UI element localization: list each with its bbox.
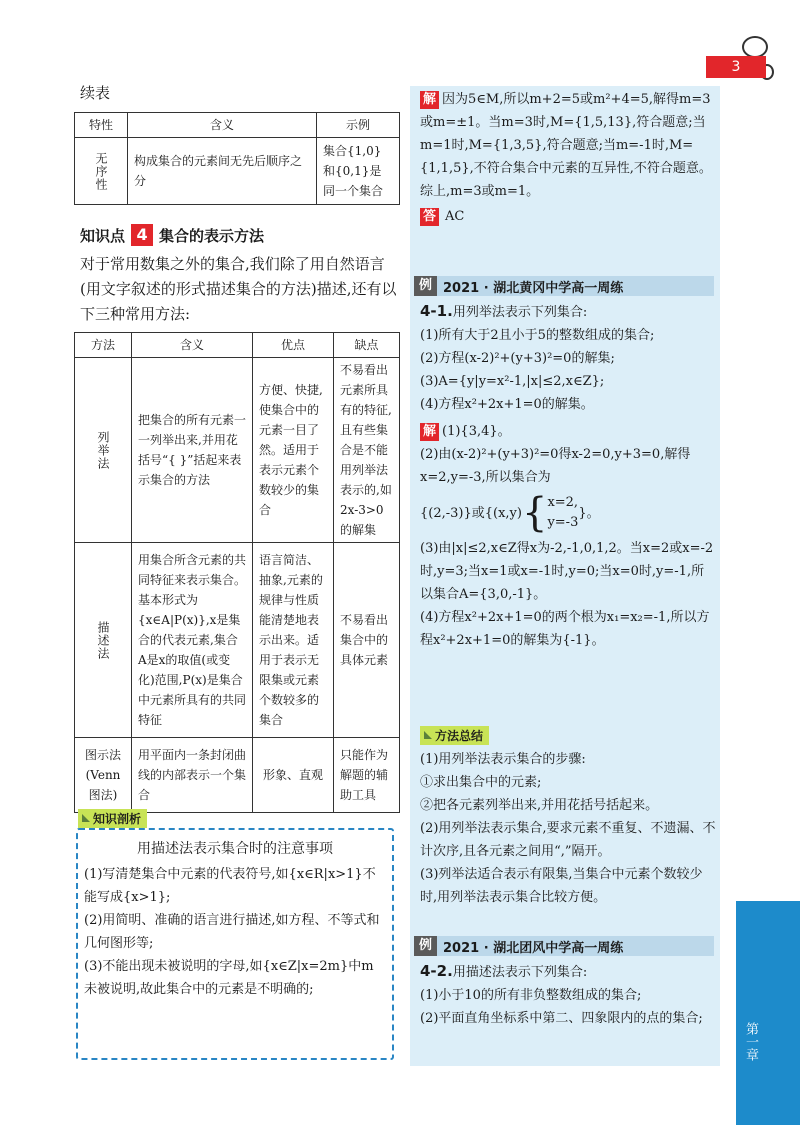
continued-label: 续表 (80, 84, 111, 102)
method-summary (420, 748, 716, 909)
table-header: 示例 (317, 113, 400, 138)
question-item: (2)方程(x-2)²+(y+3)²=0的解集; (420, 351, 615, 366)
example-tag: 例 (414, 936, 437, 956)
solution-line: (1){3,4}。 (442, 424, 511, 439)
page-number: 3 (706, 56, 766, 78)
example-tag: 例 (414, 276, 437, 296)
solution-set-line (420, 489, 716, 537)
answer-text: AC (445, 209, 465, 224)
feature-table (74, 112, 400, 205)
analysis-item: (1)写清楚集合中元素的代表符号,如{x∈R|x>1}不能写成{x>1}; (84, 867, 376, 905)
chapter-side-tab (736, 901, 800, 1125)
table-header: 缺点 (334, 333, 400, 358)
example-cell: 集合{1,0}和{0,1}是同一个集合 (317, 138, 400, 205)
con-cell: 不易看出元素所具有的特征,且有些集合是不能用列举法表示的,如2x-3>0的解集 (334, 358, 400, 543)
table-header: 优点 (253, 333, 334, 358)
question-item: (1)所有大于2且小于5的整数组成的集合; (420, 328, 655, 343)
solution-line: (3)由|x|≤2,x∈Z得x为-2,-1,0,1,2。当x=2或x=-2时,y=3;当x=1或x=-1时,y=0;当x=0时,y=-1,所以集合A={3,0,-1}。 (420, 541, 714, 602)
method-cell: 描述法 (96, 620, 110, 660)
question-prompt: 用描述法表示下列集合: (452, 965, 588, 980)
method-item: (2)用列举法表示集合,要求元素不重复、不遗漏、不计次序,且各元素之间用“,”隔开。 (420, 821, 716, 859)
feature-cell: 无序性 (94, 151, 108, 191)
question-item: (4)方程x²+2x+1=0的解集。 (420, 397, 594, 412)
con-cell: 不易看出集合中的具体元素 (334, 543, 400, 738)
meaning-cell: 构成集合的元素间无先后顺序之分 (128, 138, 317, 205)
question-number: 4-2. (420, 962, 453, 980)
methods-table (74, 332, 400, 813)
example-2-body (420, 960, 716, 1030)
analysis-box (76, 828, 394, 1060)
kp-title: 集合的表示方法 (159, 226, 265, 245)
solution-label: 解 (420, 91, 439, 109)
analysis-tag (78, 807, 147, 828)
kp-label: 知识点 (80, 226, 126, 245)
solution-label: 解 (420, 423, 439, 441)
kp-number: 4 (131, 224, 153, 246)
system-line: y=-3 (547, 515, 579, 530)
pro-cell: 方便、快捷,使集合中的元素一目了然。适用于表示元素个数较少的集合 (253, 358, 334, 543)
table-header: 方法 (75, 333, 132, 358)
brace-glyph: { (521, 490, 548, 536)
table-header: 含义 (128, 113, 317, 138)
table-header: 特性 (75, 113, 128, 138)
method-item: ②把各元素列举出来,并用花括号括起来。 (420, 798, 659, 813)
question-item: (3)A={y|y=x²-1,|x|≤2,x∈Z}; (420, 374, 605, 389)
solution-fragment: }。 (578, 505, 600, 521)
meaning-cell: 把集合的所有元素一一列举出来,并用花括号“{ }”括起来表示集合的方法 (132, 358, 253, 543)
system-line: x=2, (547, 495, 579, 510)
question-prompt: 用列举法表示下列集合: (452, 305, 588, 320)
con-cell: 只能作为解题的辅助工具 (334, 738, 400, 813)
analysis-item: (2)用简明、准确的语言进行描述,如方程、不等式和几何图形等; (84, 913, 380, 951)
method-cell: 列举法 (96, 430, 110, 470)
solution-top (420, 88, 716, 228)
table-header: 含义 (132, 333, 253, 358)
answer-label: 答 (420, 208, 439, 226)
example-bar-1 (414, 276, 714, 296)
example-source: 2021 · 湖北黄冈中学高一周练 (443, 280, 624, 296)
intro-paragraph: 对于常用数集之外的集合,我们除了用自然语言(用文字叙述的形式描述集合的方法)描述,还有以下三种常用方法: (80, 255, 397, 323)
method-item: (1)用列举法表示集合的步骤: (420, 752, 586, 767)
knowledge-point-heading (80, 224, 264, 246)
analysis-tag-label: 知识剖析 (93, 811, 142, 826)
question-item: (2)平面直角坐标系中第二、四象限内的点的集合; (420, 1011, 703, 1026)
example-source: 2021 · 湖北团风中学高一周练 (443, 940, 624, 956)
meaning-cell: 用集合所含元素的共同特征来表示集合。基本形式为{x∈A|P(x)},x是集合的代表元素,集合A是x的取值(或变化)范围,P(x)是集合中元素所具有的共同特征 (132, 543, 253, 738)
question-number: 4-1. (420, 302, 453, 320)
mascot-icon (742, 36, 768, 58)
pro-cell: 形象、直观 (253, 738, 334, 813)
triangle-icon (424, 731, 432, 739)
pro-cell: 语言简洁、抽象,元素的规律与性质能清楚地表示出来。适用于表示无限集或元素个数较多的集合 (253, 543, 334, 738)
meaning-cell: 用平面内一条封闭曲线的内部表示一个集合 (132, 738, 253, 813)
question-item: (1)小于10的所有非负整数组成的集合; (420, 988, 642, 1003)
method-tag (420, 724, 489, 745)
example-bar-2 (414, 936, 714, 956)
method-tag-label: 方法总结 (435, 728, 484, 743)
chapter-label: 第一章 (743, 1022, 758, 1061)
solution-fragment: {(2,-3)}或{(x,y) (420, 505, 522, 521)
solution-text: 因为5∈M,所以m+2=5或m²+4=5,解得m=3或m=±1。当m=3时,M={1,5,13},符合题意;当m=1时,M={1,3,5},符合题意;当m=-1时,M={1,1,5},不符合集合中元素的互异性,不符合题意。综上,m=3或m=1。 (420, 92, 712, 199)
example-1-body (420, 300, 716, 652)
analysis-title: 用描述法表示集合时的注意事项 (137, 841, 333, 857)
method-item: (3)列举法适合表示有限集,当集合中元素个数较少时,用列举法表示集合比较方便。 (420, 867, 703, 905)
method-cell: 图示法(Venn图法) (75, 738, 132, 813)
triangle-icon (82, 814, 90, 822)
analysis-item: (3)不能出现未被说明的字母,如{x∈Z|x=2m}中m未被说明,故此集合中的元素是不明确的; (84, 959, 374, 997)
solution-line: (4)方程x²+2x+1=0的两个根为x₁=x₂=-1,所以方程x²+2x+1=0的解集为{-1}。 (420, 610, 710, 648)
method-item: ①求出集合中的元素; (420, 775, 542, 790)
solution-line: (2)由(x-2)²+(y+3)²=0得x-2=0,y+3=0,解得x=2,y=-3,所以集合为 (420, 447, 691, 485)
